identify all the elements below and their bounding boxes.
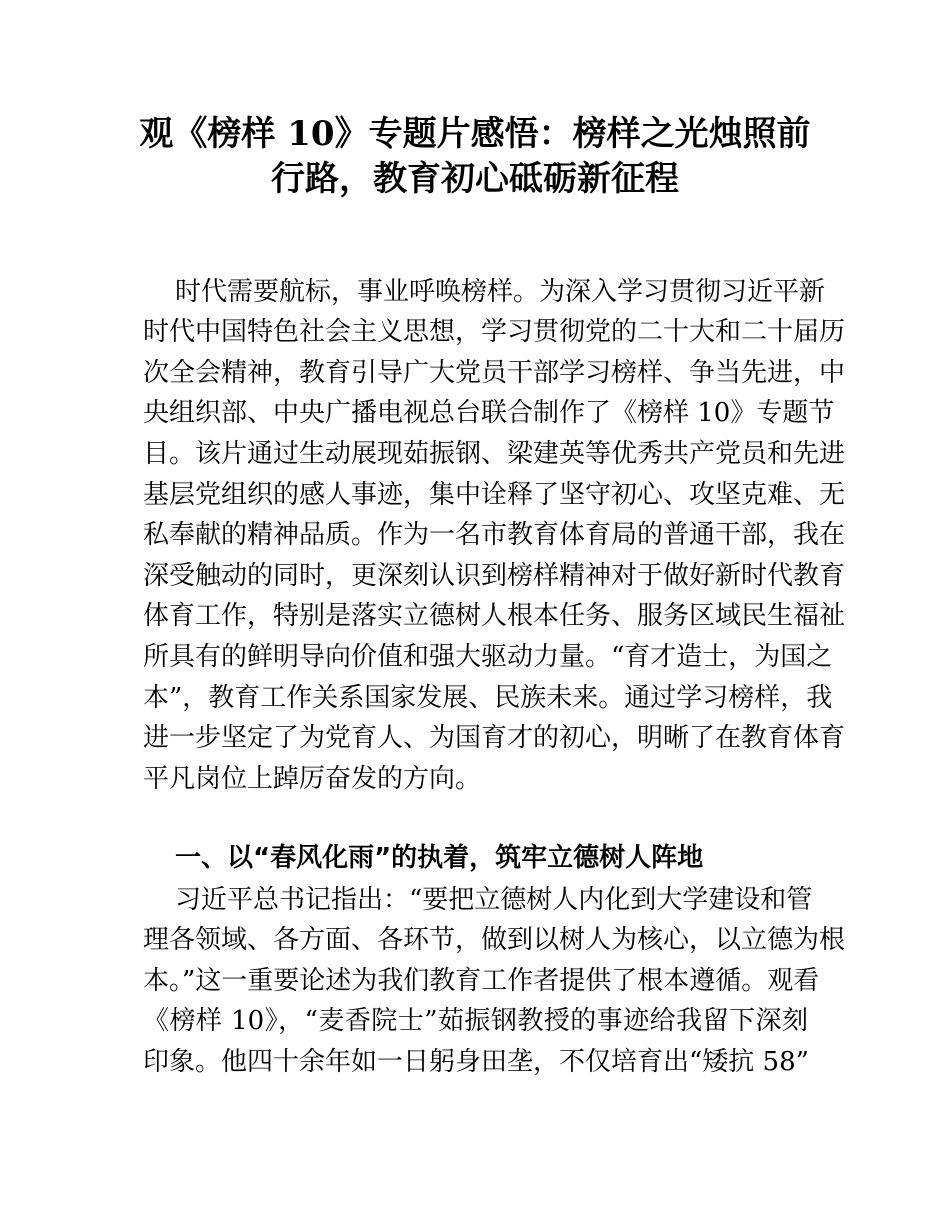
paragraph-line: 印象。他四十余年如一日躬身田垄，不仅培育出“矮抗 58” [143,1047,809,1077]
paragraph-line: 目。该片通过生动展现茹振钢、梁建英等优秀共产党员和先进 [143,439,846,469]
paragraph-line: 平凡岗位上踔厉奋发的方向。 [143,764,482,794]
paragraph-line: 深受触动的同时，更深刻认识到榜样精神对于做好新时代教育 [143,561,846,591]
paragraph-line: 《榜样 10》，“麦香院士”茹振钢教授的事迹给我留下深刻 [143,1006,808,1036]
paragraph-line: 进一步坚定了为党育人、为国育才的初心，明晰了在教育体育 [143,723,846,753]
paragraph-line: 习近平总书记指出：“要把立德树人内化到大学建设和管 [175,885,813,915]
paragraph-line: 时代中国特色社会主义思想，学习贯彻党的二十大和二十届历 [143,317,846,347]
paragraph-line: 所具有的鲜明导向价值和强大驱动力量。“育才造士，为国之 [143,642,833,672]
paragraph-line: 时代需要航标，事业呼唤榜样。为深入学习贯彻习近平新 [175,277,826,307]
title-line-2: 行路，教育初心砥砺新征程 [271,159,679,199]
paragraph-line: 本。”这一重要论述为我们教育工作者提供了根本遵循。观看 [143,966,820,996]
section-heading: 一、以“春风化雨”的执着，筑牢立德树人阵地 [175,843,704,873]
paragraph-line: 体育工作，特别是落实立德树人根本任务、服务区域民生福祉 [143,601,846,631]
paragraph-line: 央组织部、中央广播电视总台联合制作了《榜样 10》专题节 [143,398,835,428]
paragraph-line: 基层党组织的感人事迹，集中诠释了坚守初心、攻坚克难、无 [143,480,846,510]
title-line-1: 观《榜样 10》专题片感悟：榜样之光烛照前 [139,114,811,154]
paragraph-line: 私奉献的精神品质。作为一名市教育体育局的普通干部，我在 [143,520,846,550]
paragraph-line: 本”，教育工作关系国家发展、民族未来。通过学习榜样，我 [143,683,833,713]
paragraph-line: 理各领域、各方面、各环节，做到以树人为核心，以立德为根 [143,925,846,955]
paragraph-line: 次全会精神，教育引导广大党员干部学习榜样、争当先进，中 [143,358,846,388]
